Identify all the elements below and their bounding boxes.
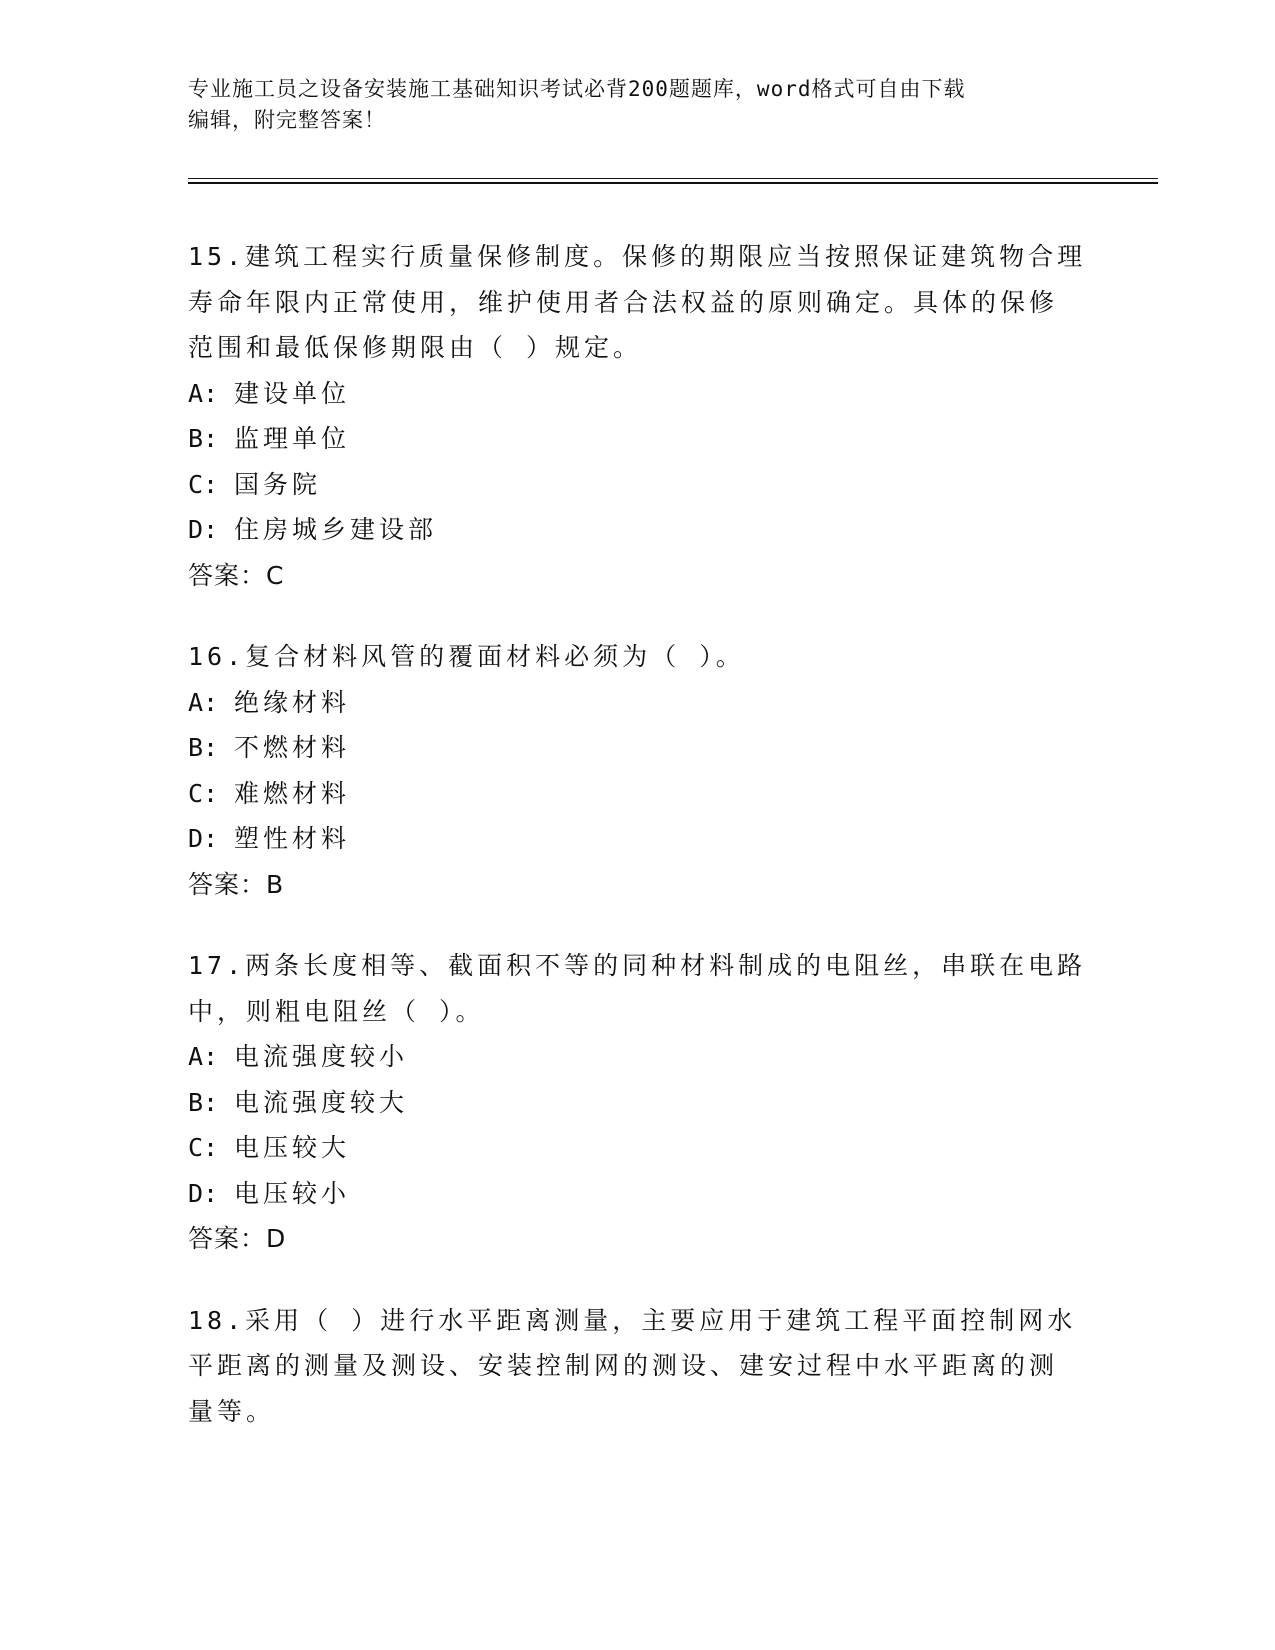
answer-line: 答案：D — [188, 1224, 287, 1253]
option-text: 塑性材料 — [234, 824, 351, 853]
option-a — [188, 1034, 1088, 1080]
option-text: 电压较小 — [234, 1178, 351, 1208]
answer-line: 答案：B — [188, 869, 285, 899]
option-d — [188, 816, 1088, 862]
question-17 — [188, 943, 1088, 1262]
option-letter: B: — [188, 424, 219, 453]
question-list — [188, 234, 1088, 1470]
option-text: 不燃材料 — [234, 733, 351, 762]
document-header — [188, 74, 1068, 136]
option-c — [188, 1125, 1088, 1171]
option-text: 电流强度较小 — [234, 1042, 409, 1071]
option-d — [188, 507, 1088, 553]
header-title-line-2: 编辑，附完整答案！ — [188, 108, 386, 132]
answer-line: 答案：C — [188, 560, 285, 590]
header-divider-thin — [188, 178, 1158, 179]
option-letter: A: — [188, 687, 219, 717]
question-text-line: 18.采用（ ）进行水平距离测量，主要应用于建筑工程平面控制网水 — [188, 1305, 1077, 1335]
option-letter: D: — [188, 515, 219, 544]
option-c — [188, 462, 1088, 508]
option-text: 国务院 — [234, 469, 322, 499]
option-a — [188, 680, 1088, 726]
option-letter: B: — [188, 733, 219, 762]
option-letter: C: — [188, 778, 219, 808]
question-text-line: 中，则粗电阻丝（ ）。 — [188, 996, 485, 1026]
question-text-line: 寿命年限内正常使用，维护使用者合法权益的原则确定。具体的保修 — [188, 287, 1059, 317]
option-letter: C: — [188, 469, 219, 499]
question-16 — [188, 634, 1088, 907]
question-text — [188, 634, 1088, 680]
option-letter: C: — [188, 1133, 219, 1162]
option-a — [188, 371, 1088, 417]
question-text-line: 范围和最低保修期限由（ ）规定。 — [188, 333, 643, 362]
question-text-line: 量等。 — [188, 1396, 276, 1426]
option-letter: D: — [188, 1178, 219, 1208]
option-letter: A: — [188, 378, 219, 408]
option-letter: D: — [188, 824, 219, 853]
question-18 — [188, 1298, 1088, 1435]
option-text: 难燃材料 — [234, 778, 351, 808]
question-text-line: 平距离的测量及测设、安装控制网的测设、建安过程中水平距离的测 — [188, 1351, 1059, 1380]
question-text — [188, 1298, 1088, 1435]
option-letter: A: — [188, 1042, 219, 1071]
option-b — [188, 725, 1088, 771]
option-b — [188, 416, 1088, 462]
option-b — [188, 1080, 1088, 1126]
option-d — [188, 1171, 1088, 1217]
question-15 — [188, 234, 1088, 598]
question-text — [188, 234, 1088, 371]
question-text-line: 17.两条长度相等、截面积不等的同种材料制成的电阻丝，串联在电路 — [188, 951, 1087, 980]
option-text: 电流强度较大 — [234, 1087, 409, 1117]
option-text: 建设单位 — [234, 378, 351, 408]
option-text: 监理单位 — [234, 424, 351, 453]
question-text-line: 16.复合材料风管的覆面材料必须为（ ）。 — [188, 642, 745, 671]
question-text-line: 15.建筑工程实行质量保修制度。保修的期限应当按照保证建筑物合理 — [188, 242, 1087, 271]
header-title-line-1: 专业施工员之设备安装施工基础知识考试必背200题题库，word格式可自由下载 — [188, 77, 966, 101]
option-text: 电压较大 — [234, 1133, 351, 1162]
option-letter: B: — [188, 1087, 219, 1117]
option-c — [188, 771, 1088, 817]
question-text — [188, 943, 1088, 1034]
header-divider-thick — [188, 182, 1158, 184]
option-text: 住房城乡建设部 — [234, 515, 438, 544]
option-text: 绝缘材料 — [234, 687, 351, 717]
